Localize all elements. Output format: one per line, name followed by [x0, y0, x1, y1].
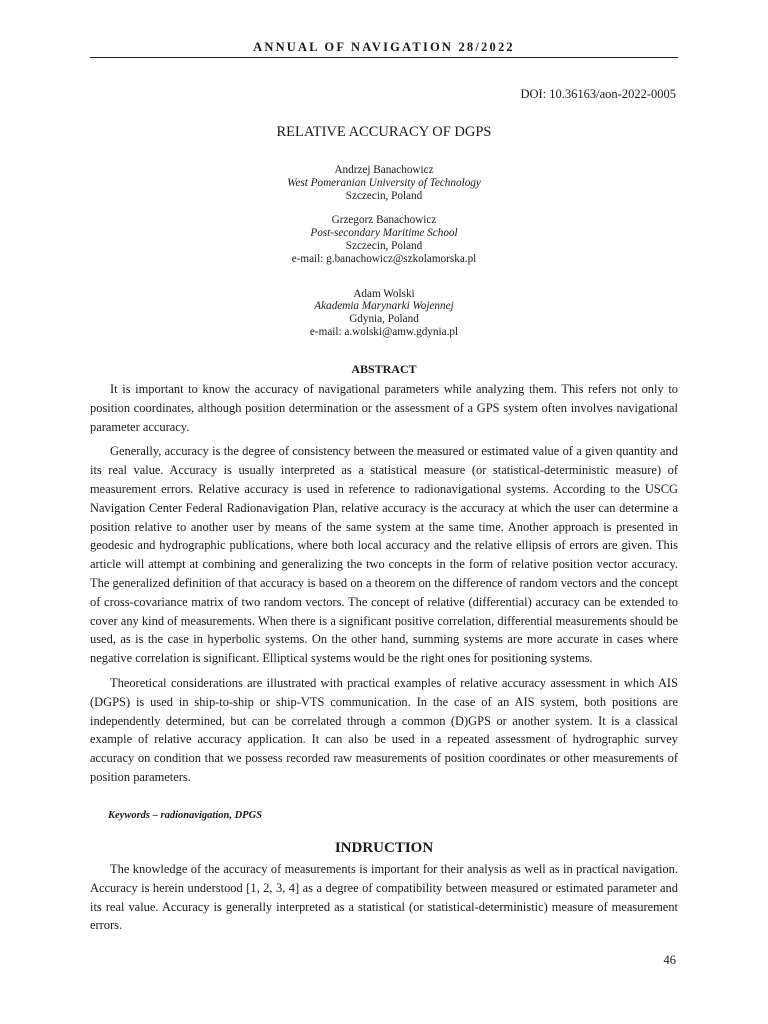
keywords: Keywords – radionavigation, DPGS [108, 810, 263, 821]
intro-body [90, 860, 678, 935]
author-name: Andrzej Banachowicz [334, 164, 434, 176]
abstract-paragraph: Generally, accuracy is the degree of consistency between the measured or estimated value of a given quantity and its real value. Accuracy is usually interpreted as a statistical measure (or statistical-deterministic measure) of measurement errors. Relative accuracy is used in reference to radionavigational systems. According to the USCG Navigation Center Federal Radionavigation Plan, relative accuracy is the accuracy at which the user can determine a position relative to another user by means of the same system at the same time. Another approach is presented in geodesic and hydrographic publications, where both local accuracy and the relative ellipsis of errors are given. This article will attempt at combining and generalizing the two concepts in the form of relative position vector accuracy. The generalized definition of that accuracy is based on a theorem on the difference of random vectors and the concept of cross-covariance matrix of two random vectors. The concept of relative (differential) accuracy can be extended to cover any kind of measurements. When there is a significant positive correlation, differential measurements should be used, as is the case in hyperbolic systems. On the other hand, summing systems are more accurate in cases where negative correlation is significant. Elliptical systems would be the right ones for positioning systems. [90, 444, 678, 666]
page-number: 46 [663, 953, 676, 967]
journal-header: ANNUAL OF NAVIGATION 28/2022 [253, 40, 515, 54]
abstract-body [90, 380, 678, 787]
author-affiliation: Post-secondary Maritime School [310, 227, 458, 240]
author-block [90, 288, 678, 339]
author-location: Szczecin, Poland [345, 189, 423, 202]
author-affiliation: West Pomeranian University of Technology [287, 176, 481, 189]
author-name: Grzegorz Banachowicz [331, 214, 437, 227]
abstract-paragraph: It is important to know the accuracy of navigational parameters while analyzing them. This refers not only to position coordinates, although position determination or the assessment of a GPS system often involves navigational parameter accuracy. [90, 382, 678, 434]
doi[interactable]: DOI: 10.36163/aon-2022-0005 [520, 87, 676, 101]
author-email[interactable]: e-mail: a.wolski@amw.gdynia.pl [309, 325, 459, 338]
paper-title: RELATIVE ACCURACY OF DGPS [276, 124, 492, 140]
author-block [90, 164, 678, 202]
abstract-paragraph: Theoretical considerations are illustrated with practical examples of relative accuracy assessment in which AIS (DGPS) is used in ship-to-ship or ship-VTS communication. In the case of an AIS system, both positions are independently determined, but can be correlated through a common (D)GPS or another system. It is a classical example of relative accuracy application. It can also be used in a repeated assessment of hydrographic survey accuracy on condition that we possess recorded raw measurements of position coordinates or other measurements of position parameters. [90, 675, 678, 784]
author-location: Gdynia, Poland [349, 313, 419, 326]
author-block [90, 214, 678, 265]
author-email[interactable]: e-mail: g.banachowicz@szkolamorska.pl [291, 252, 477, 265]
author-list [90, 164, 678, 339]
author-name: Adam Wolski [353, 287, 415, 300]
header-rule [90, 57, 678, 58]
author-affiliation: Akademia Marynarki Wojennej [314, 300, 454, 313]
intro-paragraph: The knowledge of the accuracy of measurements is important for their analysis as well as in practical navigation. Accuracy is herein understood [1, 2, 3, 4] as a degree of compatibility between measured or estimated parameter and its real value. Accuracy is generally interpreted as a statistical (or statistical-deterministic) measure of measurement errors. [90, 862, 678, 933]
section-heading: INDRUCTION [334, 840, 434, 856]
author-location: Szczecin, Poland [345, 239, 423, 252]
abstract-heading: ABSTRACT [351, 362, 417, 376]
